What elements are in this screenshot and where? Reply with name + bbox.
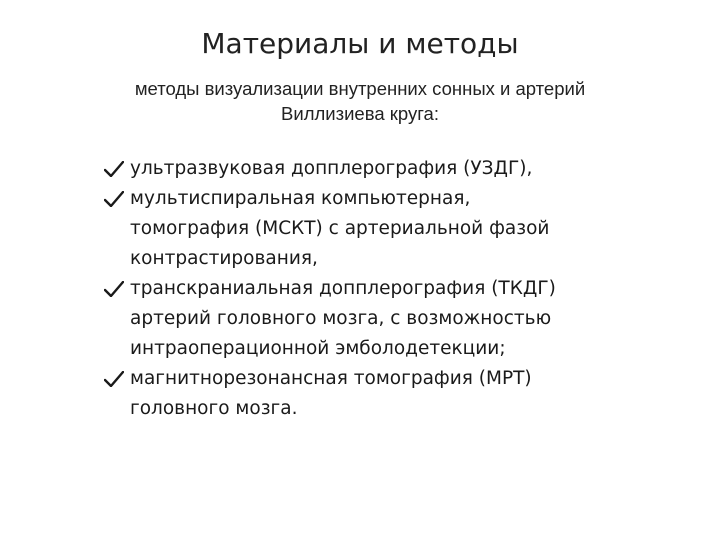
bullet-line: головного мозга. [130,398,298,419]
slide-subtitle [40,76,680,126]
bullet-item [104,184,704,274]
bullet-line: ультразвуковая допплерография (УЗДГ), [130,158,533,179]
bullet-line: артерий головного мозга, с возможностью [130,308,552,329]
checkmark-icon [104,364,126,394]
bullet-list [104,154,704,424]
bullet-line: контрастирования, [130,248,318,269]
checkmark-icon [104,154,126,184]
checkmark-icon [104,274,126,304]
subtitle-line: Виллизиева круга: [281,103,439,124]
checkmark-icon [104,184,126,214]
bullet-line: томография (МСКТ) с артериальной фазой [130,218,550,239]
bullet-line: магнитнорезонансная томография (МРТ) [130,368,532,389]
bullet-line: интраоперационной эмболодетекции; [130,338,506,359]
bullet-line: транскраниальная допплерография (ТКДГ) [130,278,556,299]
bullet-item [104,364,704,424]
slide-title: Материалы и методы [201,27,519,60]
subtitle-line: методы визуализации внутренних сонных и артерий [134,78,586,99]
bullet-item [104,274,704,364]
bullet-line: мультиспиральная компьютерная, [130,188,471,209]
bullet-item [104,154,704,184]
